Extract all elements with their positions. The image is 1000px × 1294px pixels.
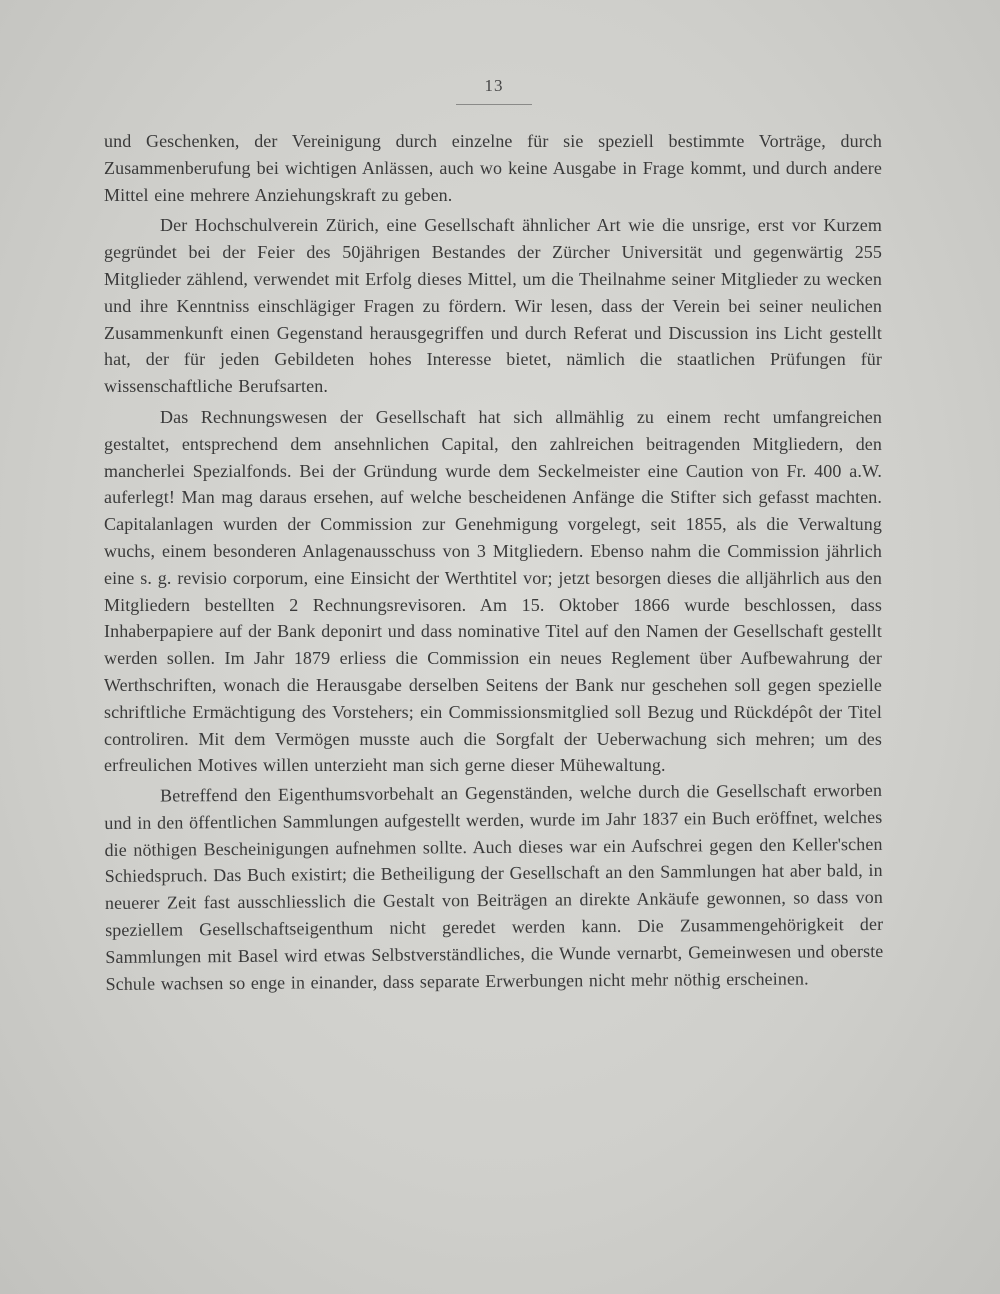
paragraph-1: und Geschenken, der Vereinigung durch einzelne für sie speziell bestimmte Vorträge, durch Zusammenberufung bei wichtigen Anlässen, auch wo keine Ausgabe in Frage kommt, und durch andere Mittel eine mehrere Anziehungskraft zu geben. xyxy=(104,131,882,205)
page-number: 13 xyxy=(484,76,504,95)
paragraph-3: Das Rechnungswesen der Gesellschaft hat sich allmählig zu einem recht umfangreichen gestaltet, entsprechend dem ansehnlichen Capital, den zahlreichen beitragenden Mitgliedern, den mancherlei Spezialfonds. Bei der Gründung wurde dem Seckelmeister eine Caution von Fr. 400 a.W. auferlegt! Man mag daraus ersehen, auf welche bescheidenen Anfänge die Stifter sich gefasst machten. Capitalanlagen wurden der Commission zur Genehmigung vorgelegt, seit 1855, als die Verwaltung wuchs, einem besonderen Anlagenausschuss von 3 Mitgliedern. Ebenso nahm die Commission jährlich eine s. g. revisio corporum, eine Einsicht der Werthtitel vor; jetzt besorgen dieses die alljährlich aus den Mitgliedern bestellten 2 Rechnungsrevisoren. Am 15. Oktober 1866 wurde beschlossen, dass Inhaberpapiere auf der Bank deponirt und dass nominative Titel auf den Namen der Gesellschaft gestellt werden sollen. Im Jahr 1879 erliess die Commission ein neues Reglement über Aufbewahrung der Werthschriften, wonach die Herausgabe derselben Seitens der Bank nur geschehen soll gegen spezielle schriftliche Ermächtigung des Vorstehers; ein Commissionsmitglied soll Bezug und Rückdépôt der Titel controliren. Mit dem Vermögen musste auch die Sorgfalt der Ueberwachung sich mehren; um des erfreulichen Motives willen unterzieht man sich gerne dieser Mühewaltung. xyxy=(104,406,882,776)
header-rule xyxy=(456,104,532,105)
paragraph-4: Betreffend den Eigenthumsvorbehalt an Gegenständen, welche durch die Gesellschaft erworben und in den öffentlichen Sammlungen aufgestellt werden, wurde im Jahr 1837 ein Buch eröffnet, welches die nöthigen Bescheinigungen aufnehmen sollte. Auch dieses war ein Aufschrei gegen den Keller'schen Schiedspruch. Das Buch existirt; die Betheiligung der Gesellschaft an den Sammlungen hat aber bald, in neuerer Zeit fast ausschliesslich die Gestalt von Beiträgen an direkte Ankäufe gewonnen, so dass von speziellem Gesellschaftseigenthum nicht geredet werden kann. Die Zusammengehörigkeit der Sammlungen mit Basel wird etwas Selbstverständliches, die Wunde vernarbt, Gemeinwesen und oberste Schule wachsen so enge in einander, dass separate Erwerbungen nicht mehr nöthig erscheinen. xyxy=(104,780,884,994)
body-text xyxy=(104,128,882,1002)
paragraph-2: Der Hochschulverein Zürich, eine Gesellschaft ähnlicher Art wie die unsrige, erst vor Kurzem gegründet bei der Feier des 50jährigen Bestandes der Zürcher Universität und gegenwärtig 255 Mitglieder zählend, verwendet mit Erfolg dieses Mittel, um die Theilnahme seiner Mitglieder zu wecken und ihre Kenntniss einschlägiger Fragen zu fördern. Wir lesen, dass der Verein bei seiner neulichen Zusammenkunft einen Gegenstand herausgegriffen und durch Referat und Discussion ins Licht gestellt hat, der für jeden Gebildeten hohes Interesse bietet, nämlich die staatlichen Prüfungen für wissenschaftliche Berufsarten. xyxy=(104,215,882,397)
